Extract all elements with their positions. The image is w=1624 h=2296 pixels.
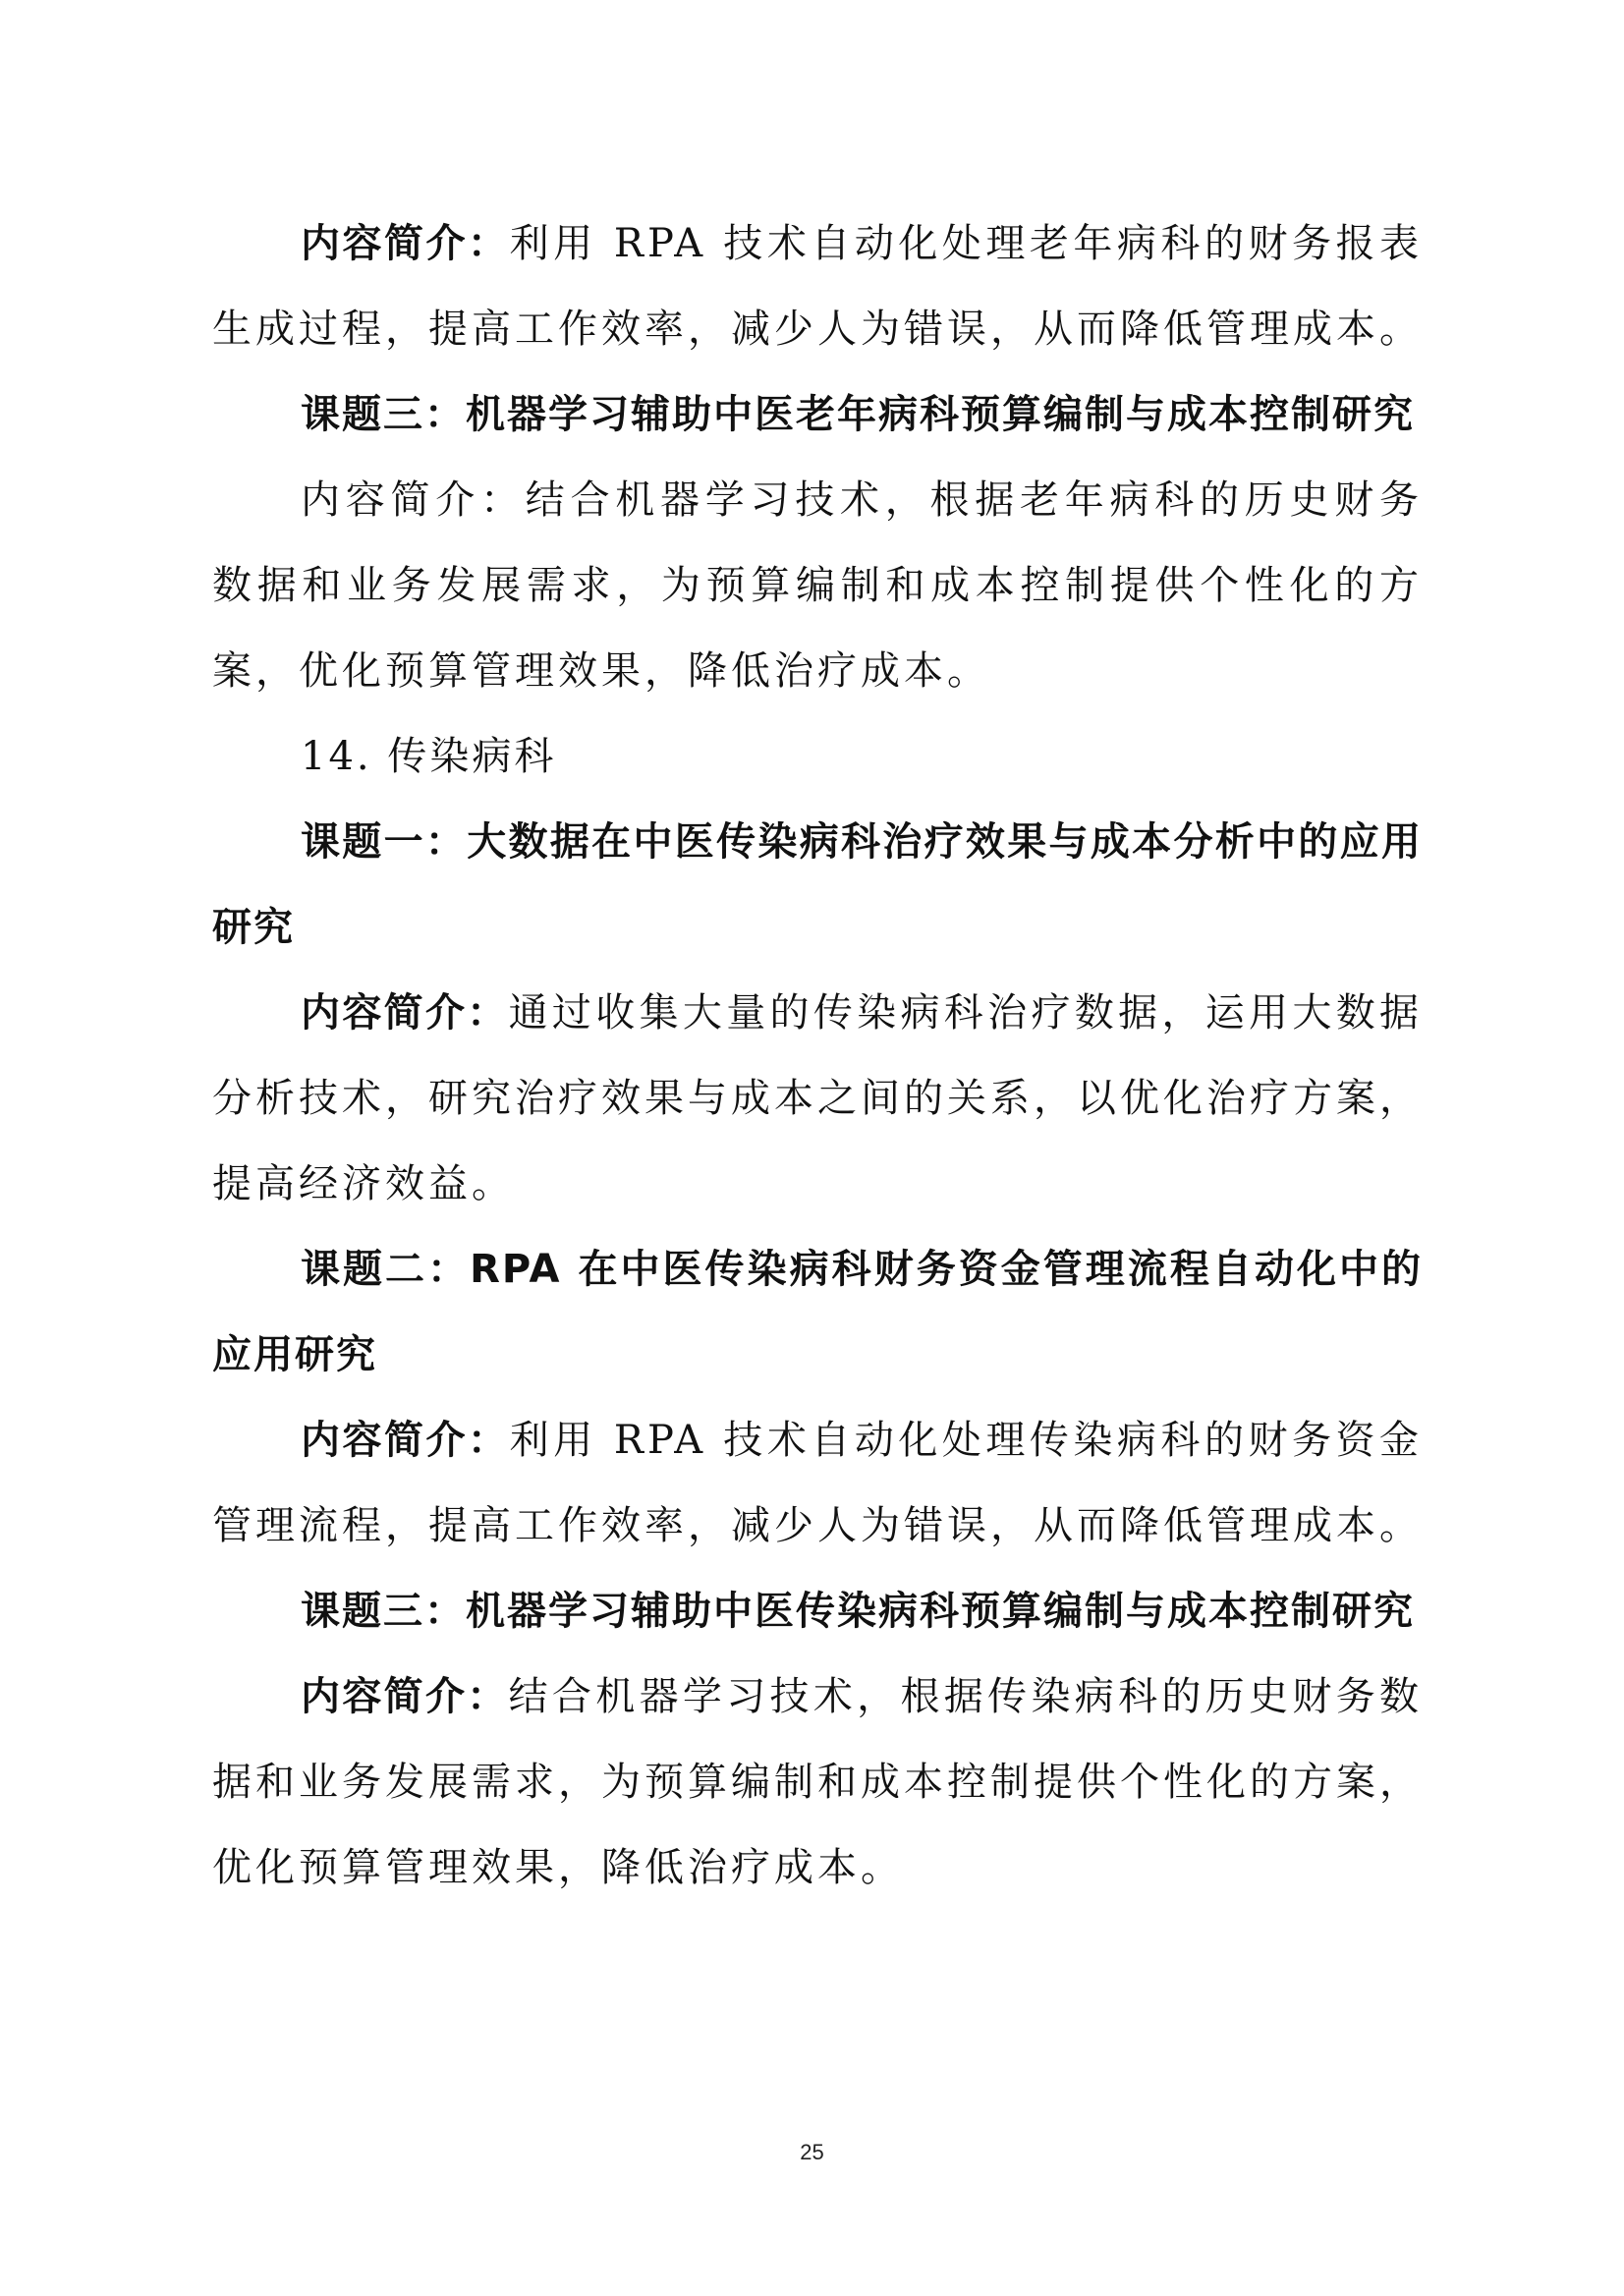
intro-label: 内容简介：	[301, 1674, 509, 1719]
topic-title: 课题三：机器学习辅助中医老年病科预算编制与成本控制研究	[301, 392, 1415, 437]
intro-paragraph	[212, 1398, 1423, 1569]
intro-label: 内容简介：	[301, 1418, 510, 1463]
intro-label: 内容简介：	[301, 221, 510, 266]
intro-paragraph	[212, 201, 1423, 372]
intro-label: 内容简介：	[301, 477, 526, 523]
intro-text: 利用 RPA 技术自动化处理老年病科的财务报表生成过程，提高工作效率，减少人为错误，从而降低管理成本。	[212, 221, 1424, 352]
intro-text: 利用 RPA 技术自动化处理传染病科的财务资金管理流程，提高工作效率，减少人为错误，从而降低管理成本。	[212, 1418, 1424, 1548]
intro-label: 内容简介：	[301, 990, 509, 1036]
intro-text: 结合机器学习技术，根据传染病科的历史财务数据和业务发展需求，为预算编制和成本控制提供个性化的方案，优化预算管理效果，降低治疗成本。	[212, 1674, 1424, 1890]
intro-text: 结合机器学习技术，根据老年病科的历史财务数据和业务发展需求，为预算编制和成本控制提供个性化的方案，优化预算管理效果，降低治疗成本。	[212, 477, 1423, 694]
intro-paragraph	[212, 458, 1423, 714]
intro-paragraph	[212, 971, 1423, 1227]
intro-paragraph	[212, 1654, 1423, 1911]
section-heading: 14. 传染病科	[301, 734, 557, 779]
topic-title: 课题二：RPA 在中医传染病科财务资金管理流程自动化中的应用研究	[212, 1247, 1423, 1377]
topic-title: 课题三：机器学习辅助中医传染病科预算编制与成本控制研究	[301, 1589, 1415, 1634]
topic-title: 课题一：大数据在中医传染病科治疗效果与成本分析中的应用研究	[212, 819, 1423, 950]
intro-text: 通过收集大量的传染病科治疗数据，运用大数据分析技术，研究治疗效果与成本之间的关系，以优化治疗方案，提高经济效益。	[212, 990, 1424, 1206]
page-content	[212, 201, 1423, 1911]
page-number: 25	[800, 2140, 824, 2164]
